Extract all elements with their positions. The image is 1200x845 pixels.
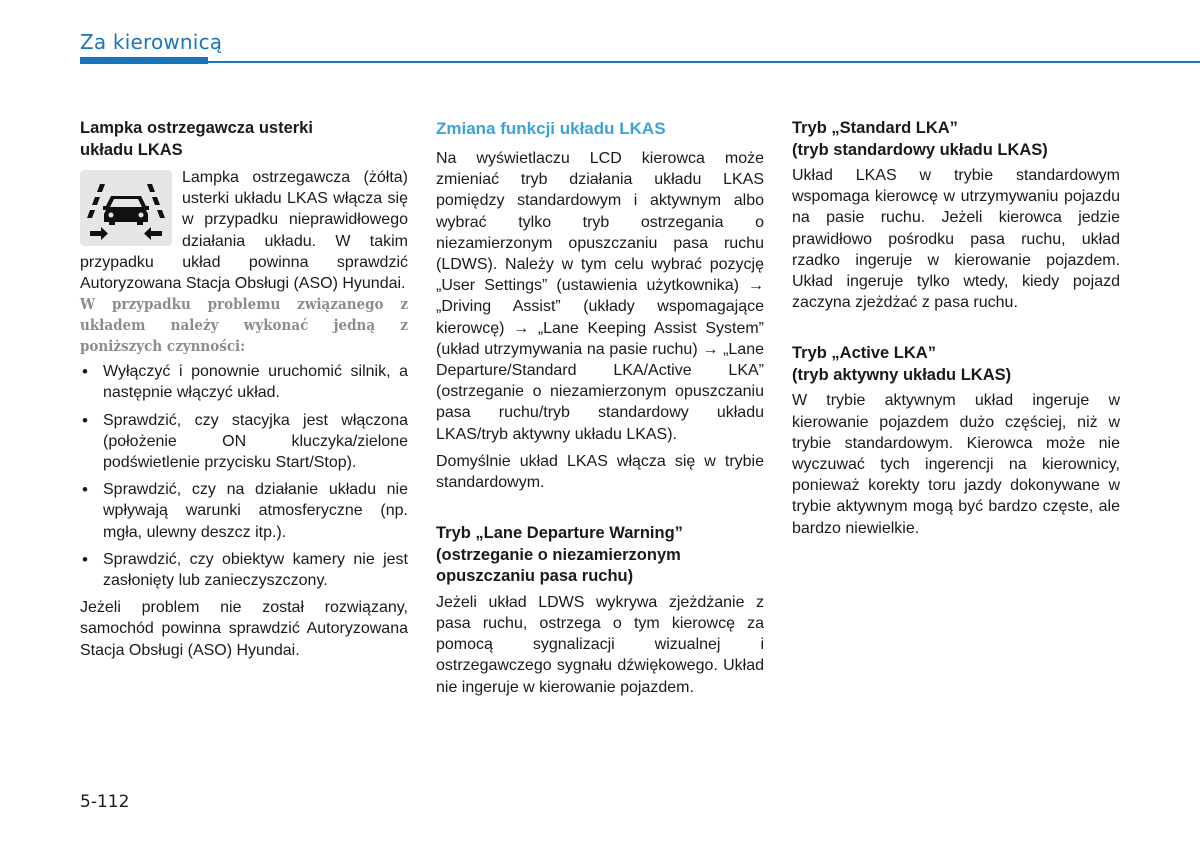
active-lka-paragraph: W trybie aktywnym układ ingeruje w kierowanie pojazdem dużo częściej, niż w trybie standardowym. Kierowca może nie wyczuwać tych ingerencji na kierownicy, ponieważ korekty toru jazdy dokonywane w trybie aktywnym mogą być bardzo częste, ale bardzo niewielkie.: [792, 392, 1120, 537]
page-number: 5-112: [80, 792, 130, 812]
section-title: Za kierownicą: [80, 30, 223, 54]
lamp-heading-line1: Lampka ostrzegawcza usterki: [80, 119, 313, 137]
header-accent-bar: [80, 57, 208, 64]
lkas-warning-lamp-icon: [80, 170, 172, 246]
lkas-default-paragraph: Domyślnie układ LKAS włącza się w trybie standardowym.: [436, 452, 764, 492]
active-lka-heading-line2: (tryb aktywny układu LKAS): [792, 365, 1012, 384]
active-lka-heading-line1: Tryb „Active LKA”: [792, 344, 936, 363]
ldw-heading-line2: (ostrzeganie o niezamierzonym: [436, 545, 681, 564]
header-rule: [208, 61, 1200, 63]
standard-lka-heading: [792, 118, 1120, 161]
ldw-heading-line3: opuszczaniu pasa ruchu): [436, 567, 634, 586]
lamp-heading: [80, 118, 408, 161]
warning-note: W przypadku problemu związanego z układem należy wykonać jedną z poniższych czynności:: [80, 295, 408, 356]
column-middle: [436, 118, 764, 698]
ldw-heading-line1: Tryb „Lane Departure Warning”: [436, 524, 683, 543]
list-item: • Sprawdzić, czy stacyjka jest włączona (położenie ON kluczyka/zielone podświetlenie przycisku Start/Stop).: [80, 410, 408, 474]
lamp-heading-line2: układu LKAS: [80, 140, 183, 159]
active-lka-heading: [792, 343, 1120, 386]
lkas-change-heading: Zmiana funkcji układu LKAS: [436, 119, 666, 138]
column-left: [80, 118, 408, 661]
column-right: [792, 118, 1120, 539]
lkas-change-paragraph: Na wyświetlaczu LCD kierowca może zmieniać tryb działania układu LKAS pomiędzy standardowym i aktywnym albo wybrać tylko tryb ostrzegania o niezamierzonym opuszczaniu pasa ruchu (LDWS). Należy w tym celu wybrać pozycję „User Settings” (ustawienia użytkownika) → „Driving Assist” (układy wspomagające kierowcę) → „Lane Keeping Assist System” (układ utrzymywania na pasie ruchu) → „Lane Departure/Standard LKA/Active LKA” (ostrzeganie o niezamierzonym opuszczaniu pasa ruchu/tryb standardowy układu LKAS/tryb aktywny układu LKAS).: [436, 150, 764, 443]
standard-lka-paragraph: Układ LKAS w trybie standardowym wspomaga kierowcę w utrzymywaniu pojazdu na pasie ruchu. Jeżeli kierowca jedzie prawidłowo pośrodku pasa ruchu, układ rzadko ingeruje w kierowanie pojazdem. Układ ingeruje tylko wtedy, kiedy pojazd zaczyna zjeżdżać z pasa ruchu.: [792, 167, 1120, 312]
ldw-paragraph: Jeżeli układ LDWS wykrywa zjeżdżanie z pasa ruchu, ostrzega o tym kierowcę za pomocą sygnalizacji wizualnej i ostrzegawczego sygnału dźwiękowego. Układ nie ingeruje w kierowanie pojazdem.: [436, 593, 764, 696]
standard-lka-heading-line1: Tryb „Standard LKA”: [792, 119, 958, 137]
list-item: • Sprawdzić, czy obiektyw kamery nie jest zasłonięty lub zanieczyszczony.: [80, 549, 408, 591]
standard-lka-heading-line2: (tryb standardowy układu LKAS): [792, 140, 1048, 159]
troubleshooting-list: [80, 361, 408, 591]
closing-paragraph: Jeżeli problem nie został rozwiązany, samochód powinna sprawdzić Autoryzowana Stacja Obsługi (ASO) Hyundai.: [80, 599, 408, 659]
lamp-description: Lampka ostrzegawcza (żółta) usterki układu LKAS włącza się w przypadku nieprawidłowego działania układu. W takim przypadku układ powinna sprawdzić Autoryzowana Stacja Obsługi (ASO) Hyundai.: [80, 169, 408, 293]
list-item: • Sprawdzić, czy na działanie układu nie wpływają warunki atmosferyczne (np. mgła, ulewny deszcz itp.).: [80, 479, 408, 543]
lamp-block: [80, 167, 408, 294]
ldw-heading: [436, 523, 764, 588]
list-item: • Wyłączyć i ponownie uruchomić silnik, a następnie włączyć układ.: [80, 361, 408, 403]
